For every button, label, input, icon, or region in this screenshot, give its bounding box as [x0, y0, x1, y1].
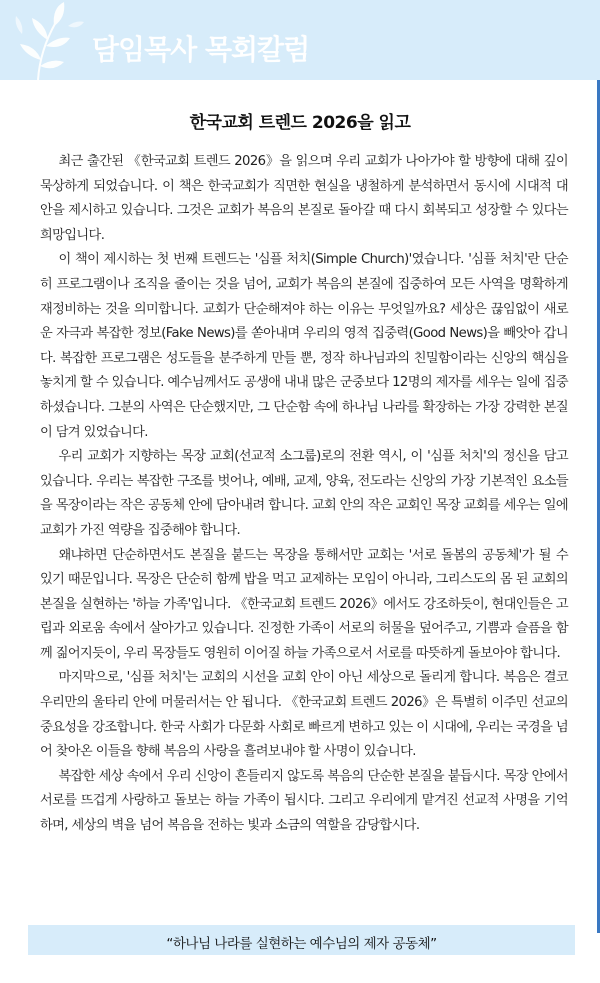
- article-body: [40, 150, 568, 839]
- paragraph: 마지막으로, '심플 처치'는 교회의 시선을 교회 안이 아닌 세상으로 돌리게 합니다. 복음은 결코 우리만의 울타리 안에 머물러서는 안 됩니다. 《한국교회 트렌드 2026》은 특별히 이주민 선교의 중요성을 강조합니다. 한국 사회가 다문화 사회로 빠르게 변하고 있는 이 시대에, 우리는 국경을 넘어 찾아온 이들을 향해 복음의 사랑을 흘려보내야 할 사명이 있습니다.: [40, 670, 568, 760]
- footer-banner: [28, 925, 575, 955]
- paragraph: 최근 출간된 《한국교회 트렌드 2026》을 읽으며 우리 교회가 나아가야 할 방향에 대해 깊이 묵상하게 되었습니다. 이 책은 한국교회가 직면한 현실을 냉철하게 분석하면서 동시에 시대적 대안을 제시하고 있습니다. 그것은 교회가 복음의 본질로 돌아갈 때 다시 회복되고 성장할 수 있다는 희망입니다.: [40, 154, 568, 243]
- paragraph: 복잡한 세상 속에서 우리 신앙이 흔들리지 않도록 복음의 단순한 본질을 붙듭시다. 목장 안에서 서로를 뜨겁게 사랑하고 돌보는 하늘 가족이 됩시다. 그리고 우리에게 맡겨진 선교적 사명을 기억하며, 세상의 벽을 넘어 복음을 전하는 빛과 소금의 역할을 감당합시다.: [40, 768, 568, 834]
- header-title: 담임목사 목회칼럼: [92, 33, 310, 66]
- footer-quote: “하나님 나라를 실현하는 예수님의 제자 공동체”: [166, 936, 437, 952]
- paragraph: 왜냐하면 단순하면서도 본질을 붙드는 목장을 통해서만 교회는 '서로 돌봄의 공동체'가 될 수 있기 때문입니다. 목장은 단순히 함께 밥을 먹고 교제하는 모임이 아니라, 그리스도의 몸 된 교회의 본질을 실현하는 '하늘 가족'입니다. 《한국교회 트렌드 2026》에서도 강조하듯이, 현대인들은 고립과 외로움 속에서 살아가고 있습니다. 진정한 가족이 서로의 허물을 덮어주고, 기쁨과 슬픔을 함께 짊어지듯이, 우리 목장들도 영원히 이어질 하늘 가족으로서 서로를 따뜻하게 돌보아야 합니다.: [40, 547, 568, 661]
- article-title: 한국교회 트렌드 2026을 읽고: [189, 113, 411, 133]
- paragraph: 우리 교회가 지향하는 목장 교회(선교적 소그룹)로의 전환 역시, 이 '심플 처치'의 정신을 담고 있습니다. 우리는 복잡한 구조를 벗어나, 예배, 교제, 양육, 전도라는 신앙의 가장 기본적인 요소들을 목장이라는 작은 공동체 안에 담아내려 합니다. 교회 안의 작은 교회인 목장 교회를 세우는 일에 교회가 가진 역량을 집중해야 합니다.: [40, 449, 568, 538]
- column-header: [0, 0, 600, 80]
- paragraph: 이 책이 제시하는 첫 번째 트렌드는 '심플 처치(Simple Church)'였습니다. '심플 처치'란 단순히 프로그램이나 조직을 줄이는 것을 넘어, 교회가 복음의 본질에 집중하여 모든 사역을 명확하게 재정비하는 것을 의미합니다. 교회가 단순해져야 하는 이유는 무엇일까요? 세상은 끊임없이 새로운 자극과 복잡한 정보(Fake News)를 쏟아내며 우리의 영적 집중력(Good News)을 빼앗아 갑니다. 복잡한 프로그램은 성도들을 분주하게 만들 뿐, 정작 하나님과의 친밀함이라는 신앙의 핵심을 놓치게 할 수 있습니다. 예수님께서도 공생애 내내 많은 군중보다 12명의 제자를 세우는 일에 집중하셨습니다. 그분의 사역은 단순했지만, 그 단순함 속에 하나님 나라를 확장하는 가장 강력한 본질이 담겨 있었습니다.: [40, 252, 568, 440]
- leaf-branch-icon: [10, 0, 90, 80]
